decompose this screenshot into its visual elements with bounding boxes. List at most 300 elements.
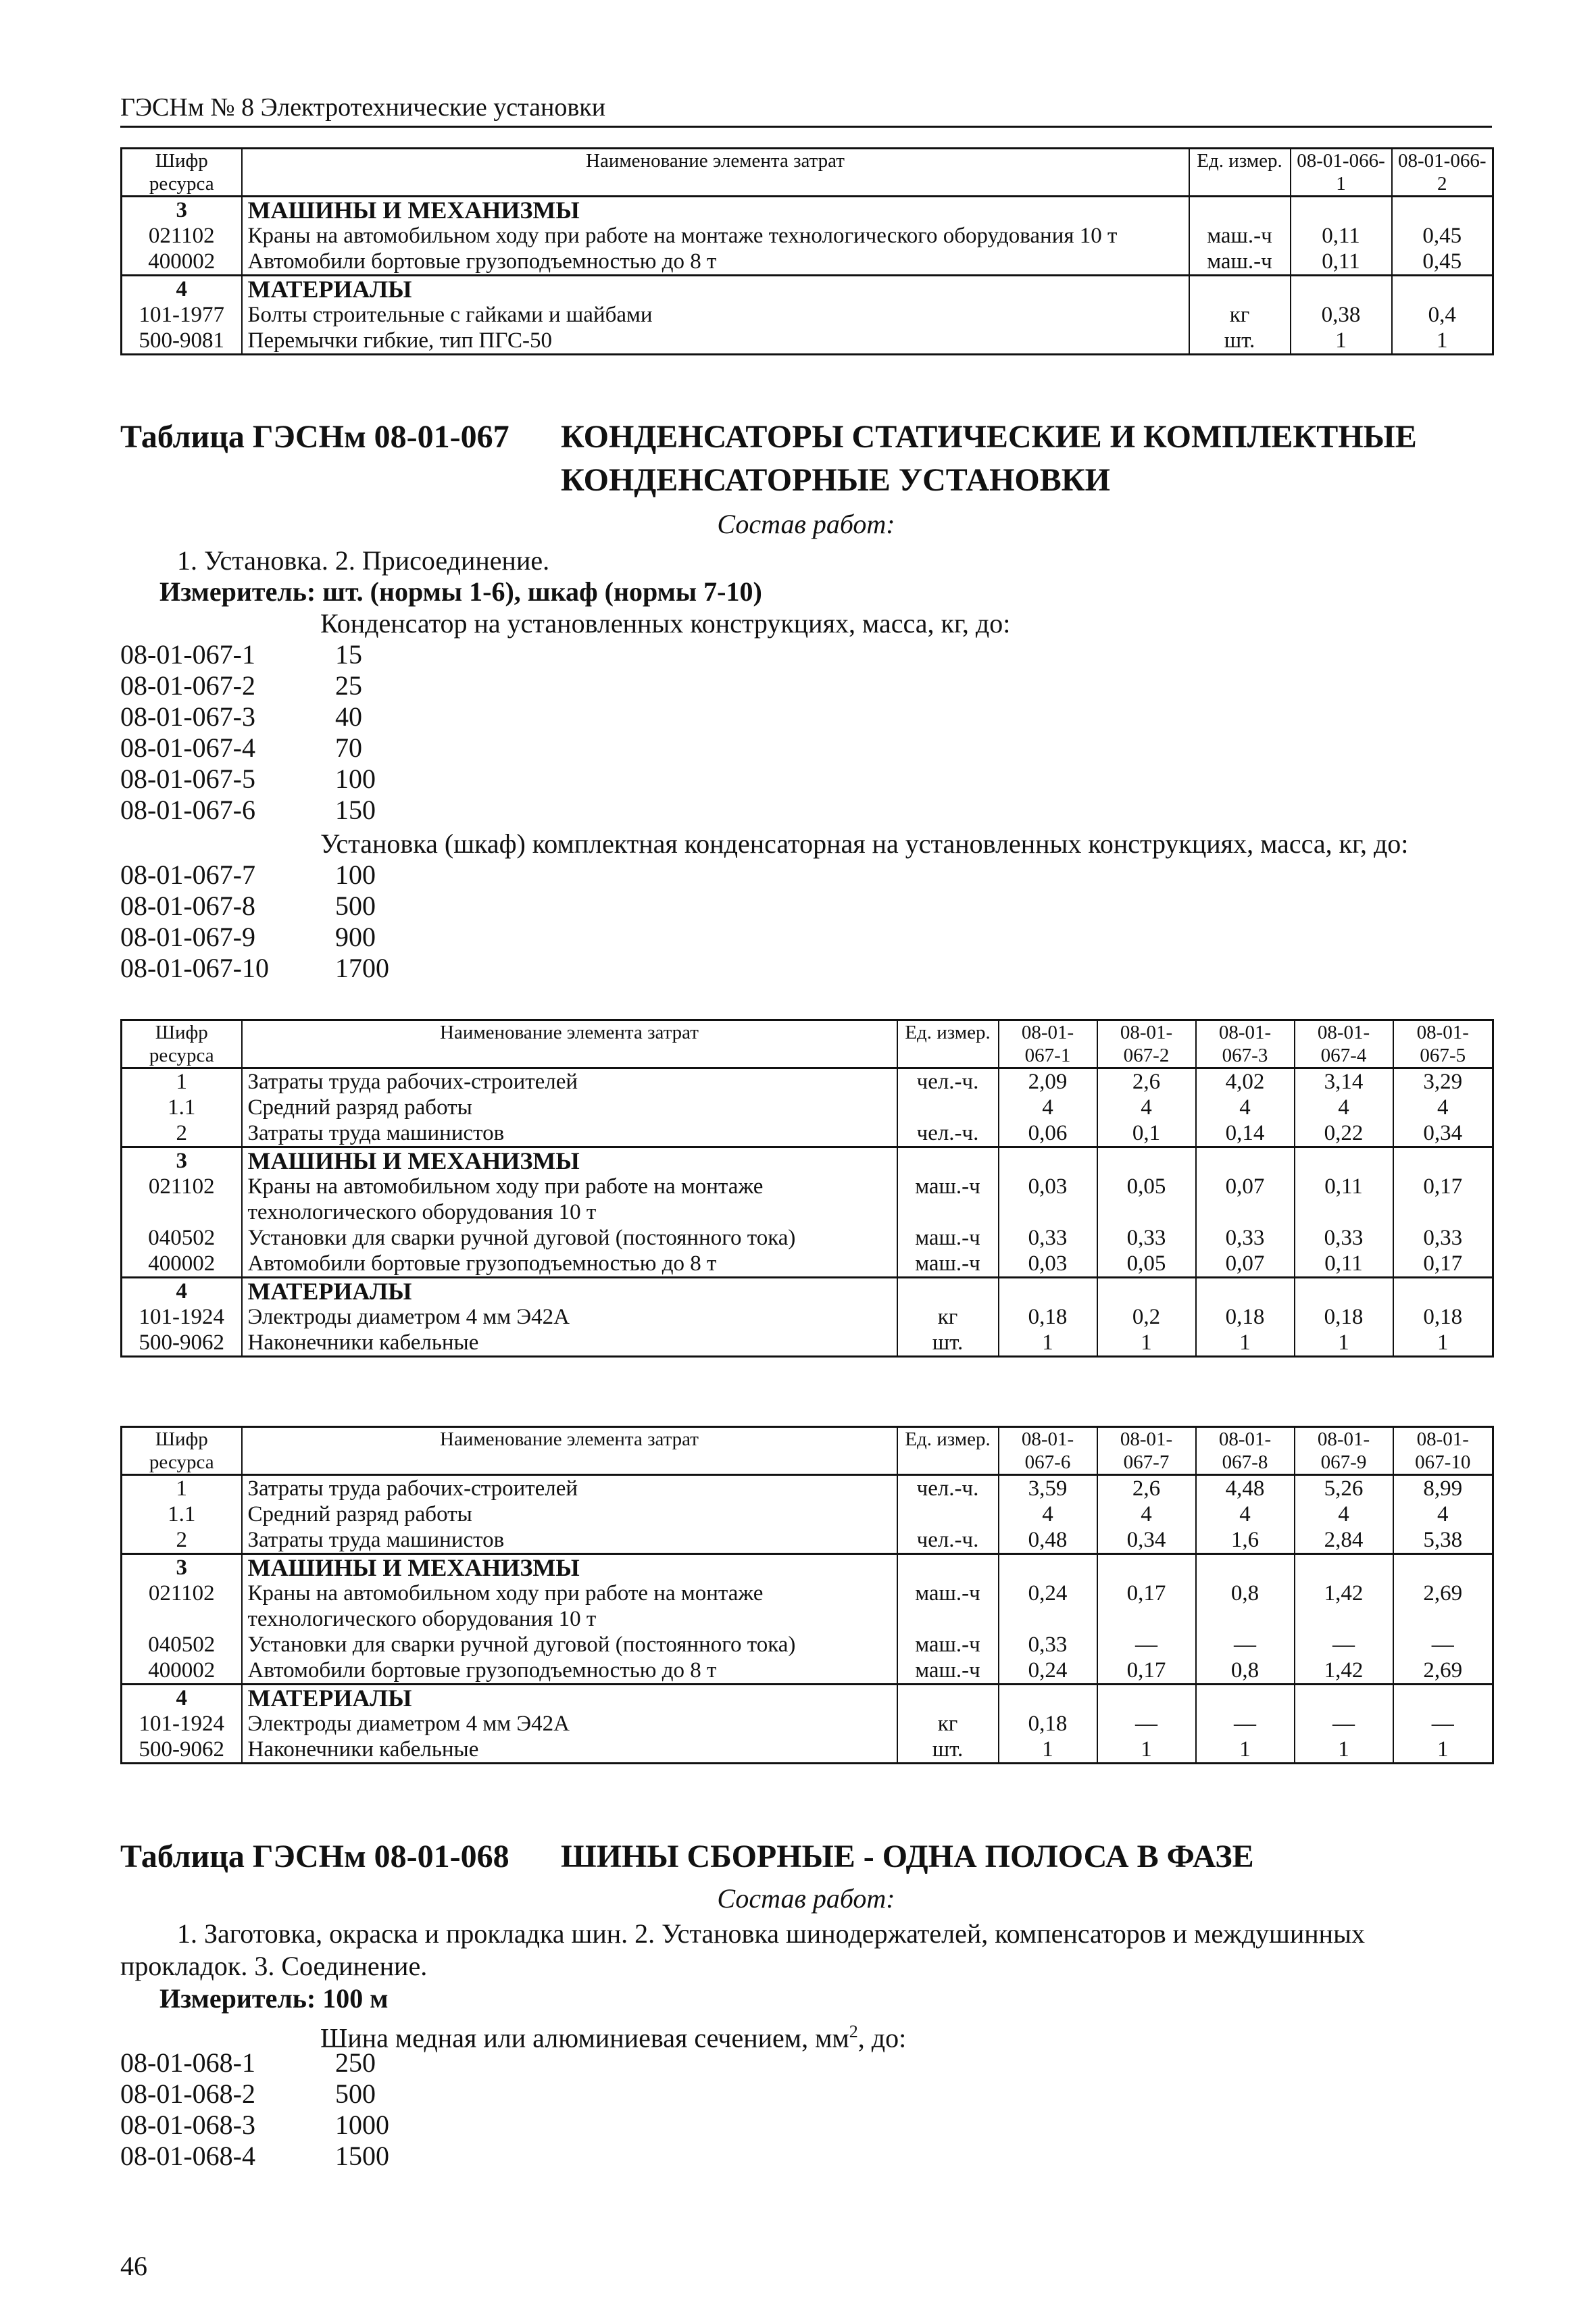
- norm-value: 0,45: [1392, 249, 1493, 276]
- resource-name: Автомобили бортовые грузоподъемностью до 8 т: [242, 249, 1189, 276]
- section-row: [122, 276, 1493, 303]
- norm-value: 0,05: [1097, 1174, 1196, 1225]
- norm-value: 2,69: [1393, 1580, 1493, 1632]
- norm-value: 1: [1295, 1330, 1393, 1357]
- norm-value: [1196, 1278, 1295, 1305]
- norm-code-list: [120, 639, 376, 826]
- resource-code: 3: [122, 197, 242, 224]
- norm-value: 0,24: [999, 1658, 1097, 1685]
- norm-value: 0,14: [1196, 1120, 1295, 1147]
- resource-code: 500-9062: [122, 1737, 242, 1764]
- norm-value: 0,8: [1196, 1658, 1295, 1685]
- norm-code-row: [120, 922, 389, 953]
- resource-code: 500-9081: [122, 328, 242, 355]
- resource-name: МАТЕРИАЛЫ: [242, 1685, 897, 1712]
- table-row: [122, 1120, 1493, 1147]
- resource-code: 101-1924: [122, 1304, 242, 1330]
- norm-value: —: [1097, 1711, 1196, 1737]
- norm-code: 08-01-067-7: [120, 860, 255, 890]
- norm-value: 4: [1295, 1095, 1393, 1120]
- norm-value: [1291, 197, 1392, 224]
- norm-value: 0,18: [1393, 1304, 1493, 1330]
- norm-value: 2,6: [1097, 1475, 1196, 1502]
- norm-value: 0,2: [1097, 1304, 1196, 1330]
- header-norm: 08-01-067-10: [1393, 1427, 1493, 1475]
- norm-value: 0,17: [1097, 1658, 1196, 1685]
- unit-cell: маш.-ч: [897, 1251, 999, 1278]
- running-header: ГЭСНм № 8 Электротехнические установки: [120, 92, 1492, 128]
- table-row: [122, 1501, 1493, 1527]
- norm-value: [1393, 1554, 1493, 1581]
- table-label: Таблица ГЭСНм 08-01-068: [120, 1839, 509, 1874]
- group-label: Установка (шкаф) комплектная конденсаторная на установленных конструкциях, масса, кг, до:: [320, 828, 1409, 859]
- norm-value: [1097, 1685, 1196, 1712]
- works-text: 1. Заготовка, окраска и прокладка шин. 2. Установка шинодержателей, компенсаторов и междушинных прокладок. 3. Соединение.: [120, 1918, 1365, 1981]
- norm-value: [1393, 1685, 1493, 1712]
- table-row: [122, 1304, 1493, 1330]
- norm-value: 0,07: [1196, 1251, 1295, 1278]
- resource-name: МАШИНЫ И МЕХАНИЗМЫ: [242, 1147, 897, 1174]
- norm-parameter: 1700: [335, 953, 389, 983]
- norm-value: 0,18: [999, 1711, 1097, 1737]
- norm-value: —: [1097, 1632, 1196, 1658]
- norm-code-row: [120, 891, 389, 922]
- norm-value: 3,59: [999, 1475, 1097, 1502]
- unit-cell: чел.-ч.: [897, 1527, 999, 1554]
- norm-value: 4: [1196, 1501, 1295, 1527]
- resource-name: МАТЕРИАЛЫ: [242, 276, 1189, 303]
- works-heading: Состав работ:: [717, 1883, 895, 1914]
- unit-cell: чел.-ч.: [897, 1068, 999, 1095]
- header-name: Наименование элемента затрат: [242, 1427, 897, 1475]
- resource-name: Средний разряд работы: [242, 1095, 897, 1120]
- norm-value: 4: [1097, 1095, 1196, 1120]
- table-name: ШИНЫ СБОРНЫЕ - ОДНА ПОЛОСА В ФАЗЕ: [561, 1839, 1254, 1874]
- unit-cell: [897, 1685, 999, 1712]
- norm-value: 1: [999, 1330, 1097, 1357]
- header-unit: Ед. измер.: [1189, 149, 1291, 197]
- header-norm: 08-01-067-5: [1393, 1020, 1493, 1068]
- norm-value: [999, 1278, 1097, 1305]
- norm-parameter: 150: [335, 795, 376, 825]
- resource-code: 021102: [122, 223, 242, 249]
- norm-value: 4: [1295, 1501, 1393, 1527]
- norm-parameter: 250: [335, 2047, 376, 2078]
- group-tail: , до:: [857, 2022, 907, 2053]
- resource-name: Краны на автомобильном ходу при работе на монтаже технологического оборудования 10 т: [242, 223, 1189, 249]
- resource-name: Краны на автомобильном ходу при работе на монтаже технологического оборудования 10 т: [242, 1174, 897, 1225]
- norm-value: 4: [999, 1501, 1097, 1527]
- norm-code: 08-01-067-10: [120, 953, 269, 983]
- norm-value: 5,26: [1295, 1475, 1393, 1502]
- section-row: [122, 1147, 1493, 1174]
- unit-cell: чел.-ч.: [897, 1475, 999, 1502]
- norm-code: 08-01-068-3: [120, 2110, 255, 2140]
- norm-parameter: 100: [335, 764, 376, 794]
- unit-cell: маш.-ч: [1189, 249, 1291, 276]
- norm-code: 08-01-068-2: [120, 2078, 255, 2109]
- resource-code: 400002: [122, 1658, 242, 1685]
- section-row: [122, 1685, 1493, 1712]
- unit-cell: шт.: [897, 1737, 999, 1764]
- unit-cell: маш.-ч: [1189, 223, 1291, 249]
- norm-code-row: [120, 2110, 389, 2141]
- norm-value: —: [1393, 1632, 1493, 1658]
- norm-value: 0,8: [1196, 1580, 1295, 1632]
- table-header-row: [122, 1020, 1493, 1068]
- norm-code-list: [120, 860, 389, 984]
- norm-code: 08-01-068-1: [120, 2047, 255, 2078]
- norm-value: [1196, 1554, 1295, 1581]
- table-row: [122, 249, 1493, 276]
- norm-value: 0,33: [999, 1632, 1097, 1658]
- meter-text: Измеритель: шт. (нормы 1-6), шкаф (нормы 7-10): [159, 576, 762, 607]
- norm-value: [1097, 1278, 1196, 1305]
- table-row: [122, 1632, 1493, 1658]
- norm-value: 2,6: [1097, 1068, 1196, 1095]
- resource-code: 500-9062: [122, 1330, 242, 1357]
- norm-value: 2,84: [1295, 1527, 1393, 1554]
- norm-code-list: [120, 2047, 389, 2172]
- norm-value: 0,34: [1097, 1527, 1196, 1554]
- norm-value: —: [1196, 1632, 1295, 1658]
- norm-value: 1: [1097, 1737, 1196, 1764]
- header-code: Шифр ресурса: [122, 149, 242, 197]
- norm-value: —: [1295, 1711, 1393, 1737]
- section-row: [122, 197, 1493, 224]
- norm-code: 08-01-067-2: [120, 670, 255, 701]
- norm-code: 08-01-068-4: [120, 2141, 255, 2171]
- norm-value: 1: [999, 1737, 1097, 1764]
- unit-cell: чел.-ч.: [897, 1120, 999, 1147]
- norm-value: 0,34: [1393, 1120, 1493, 1147]
- table-row: [122, 1527, 1493, 1554]
- table-label: Таблица ГЭСНм 08-01-067: [120, 419, 509, 455]
- norm-code: 08-01-067-8: [120, 891, 255, 921]
- header-norm: 08-01-067-3: [1196, 1020, 1295, 1068]
- norm-value: [1393, 1147, 1493, 1174]
- unit-cell: [1189, 276, 1291, 303]
- resource-name: Затраты труда машинистов: [242, 1120, 897, 1147]
- table-row: [122, 1330, 1493, 1357]
- header-norm: 08-01-067-6: [999, 1427, 1097, 1475]
- table-row: [122, 1225, 1493, 1251]
- norm-value: [1295, 1554, 1393, 1581]
- resource-code: 4: [122, 1685, 242, 1712]
- norm-value: 0,24: [999, 1580, 1097, 1632]
- norm-value: 4: [1097, 1501, 1196, 1527]
- resource-name: МАШИНЫ И МЕХАНИЗМЫ: [242, 197, 1189, 224]
- resource-name: Наконечники кабельные: [242, 1330, 897, 1357]
- table-row: [122, 1174, 1493, 1225]
- resource-code: 4: [122, 276, 242, 303]
- norm-parameter: 1000: [335, 2110, 389, 2140]
- norm-value: 8,99: [1393, 1475, 1493, 1502]
- norm-code-row: [120, 701, 376, 732]
- norm-code-row: [120, 2047, 389, 2078]
- norm-parameter: 25: [335, 670, 362, 701]
- resource-name: МАШИНЫ И МЕХАНИЗМЫ: [242, 1554, 897, 1581]
- norm-value: 0,45: [1392, 223, 1493, 249]
- norm-value: 0,33: [999, 1225, 1097, 1251]
- norm-parameter: 500: [335, 891, 376, 921]
- norm-parameter: 40: [335, 701, 362, 732]
- norm-code-row: [120, 639, 376, 670]
- norm-value: —: [1196, 1711, 1295, 1737]
- norm-value: 4,02: [1196, 1068, 1295, 1095]
- norm-code-row: [120, 732, 376, 764]
- norm-value: 0,17: [1097, 1580, 1196, 1632]
- resource-code: 2: [122, 1527, 242, 1554]
- resource-name: Краны на автомобильном ходу при работе на монтаже технологического оборудования 10 т: [242, 1580, 897, 1632]
- resource-code: 101-1977: [122, 302, 242, 328]
- norm-parameter: 100: [335, 860, 376, 890]
- norm-code-row: [120, 795, 376, 826]
- resource-code: 3: [122, 1554, 242, 1581]
- norm-code-row: [120, 670, 376, 701]
- norm-code: 08-01-067-3: [120, 701, 255, 732]
- norm-value: 0,4: [1392, 302, 1493, 328]
- unit-cell: [897, 1095, 999, 1120]
- norm-code-row: [120, 2078, 389, 2110]
- header-code: Шифр ресурса: [122, 1020, 242, 1068]
- norm-value: 1: [1097, 1330, 1196, 1357]
- meter-text: Измеритель: 100 м: [159, 1983, 389, 2014]
- table-row: [122, 302, 1493, 328]
- resource-name: Установки для сварки ручной дуговой (постоянного тока): [242, 1225, 897, 1251]
- norm-value: 5,38: [1393, 1527, 1493, 1554]
- norm-value: [1295, 1278, 1393, 1305]
- norm-value: [999, 1147, 1097, 1174]
- table-row: [122, 223, 1493, 249]
- norm-value: 0,48: [999, 1527, 1097, 1554]
- resource-code: 3: [122, 1147, 242, 1174]
- group-text: Шина медная или алюминиевая сечением, мм: [320, 2022, 849, 2053]
- resource-code: 040502: [122, 1225, 242, 1251]
- header-name: Наименование элемента затрат: [242, 1020, 897, 1068]
- norm-value: 2,69: [1393, 1658, 1493, 1685]
- unit-cell: маш.-ч: [897, 1174, 999, 1225]
- resource-code: 1: [122, 1068, 242, 1095]
- resource-code: 400002: [122, 249, 242, 276]
- norm-value: [1392, 276, 1493, 303]
- norm-value: 1: [1393, 1737, 1493, 1764]
- resource-code: 1.1: [122, 1501, 242, 1527]
- works-heading: Состав работ:: [717, 509, 895, 539]
- header-norm: 08-01-067-2: [1097, 1020, 1196, 1068]
- norm-value: 0,11: [1291, 249, 1392, 276]
- unit-cell: [897, 1501, 999, 1527]
- norm-value: [1393, 1278, 1493, 1305]
- unit-cell: [897, 1147, 999, 1174]
- unit-cell: кг: [897, 1304, 999, 1330]
- resource-table-066: [120, 147, 1494, 355]
- norm-value: 4: [1196, 1095, 1295, 1120]
- norm-value: —: [1295, 1632, 1393, 1658]
- norm-value: 1: [1393, 1330, 1493, 1357]
- resource-name: Автомобили бортовые грузоподъемностью до 8 т: [242, 1251, 897, 1278]
- header-norm: 08-01-066-2: [1392, 149, 1493, 197]
- header-norm: 08-01-067-8: [1196, 1427, 1295, 1475]
- norm-value: 1,42: [1295, 1580, 1393, 1632]
- resource-name: МАТЕРИАЛЫ: [242, 1278, 897, 1305]
- norm-value: 0,1: [1097, 1120, 1196, 1147]
- resource-code: 021102: [122, 1174, 242, 1225]
- table-row: [122, 1068, 1493, 1095]
- group-label: [320, 2016, 906, 2053]
- norm-value: 4: [1393, 1095, 1493, 1120]
- resource-name: Наконечники кабельные: [242, 1737, 897, 1764]
- norm-value: 1: [1291, 328, 1392, 355]
- norm-value: 0,05: [1097, 1251, 1196, 1278]
- table-row: [122, 1095, 1493, 1120]
- unit-cell: кг: [1189, 302, 1291, 328]
- group-label: Конденсатор на установленных конструкциях, масса, кг, до:: [320, 608, 1011, 639]
- norm-value: 0,18: [999, 1304, 1097, 1330]
- norm-value: [1392, 197, 1493, 224]
- header-unit: Ед. измер.: [897, 1020, 999, 1068]
- resource-name: Затраты труда машинистов: [242, 1527, 897, 1554]
- unit-cell: кг: [897, 1711, 999, 1737]
- norm-parameter: 15: [335, 639, 362, 670]
- norm-value: 0,22: [1295, 1120, 1393, 1147]
- resource-code: 1.1: [122, 1095, 242, 1120]
- norm-value: 4: [999, 1095, 1097, 1120]
- norm-value: 0,33: [1393, 1225, 1493, 1251]
- norm-value: 1: [1295, 1737, 1393, 1764]
- norm-value: [1196, 1685, 1295, 1712]
- resource-name: Установки для сварки ручной дуговой (постоянного тока): [242, 1632, 897, 1658]
- norm-value: 3,29: [1393, 1068, 1493, 1095]
- table-row: [122, 1737, 1493, 1764]
- resource-code: 4: [122, 1278, 242, 1305]
- norm-value: 0,06: [999, 1120, 1097, 1147]
- norm-parameter: 500: [335, 2078, 376, 2109]
- norm-value: [1097, 1147, 1196, 1174]
- resource-name: Электроды диаметром 4 мм Э42А: [242, 1711, 897, 1737]
- norm-value: 0,33: [1295, 1225, 1393, 1251]
- norm-value: 0,11: [1295, 1174, 1393, 1225]
- header-norm: 08-01-066-1: [1291, 149, 1392, 197]
- norm-value: 4: [1393, 1501, 1493, 1527]
- header-unit: Ед. измер.: [897, 1427, 999, 1475]
- norm-value: [1097, 1554, 1196, 1581]
- table-header-row: [122, 149, 1493, 197]
- table-row: [122, 1251, 1493, 1278]
- norm-value: 0,17: [1393, 1251, 1493, 1278]
- norm-value: 0,18: [1295, 1304, 1393, 1330]
- unit-cell: маш.-ч: [897, 1632, 999, 1658]
- norm-code: 08-01-067-6: [120, 795, 255, 825]
- norm-value: 3,14: [1295, 1068, 1393, 1095]
- norm-value: 0,03: [999, 1251, 1097, 1278]
- table-title-067: [120, 416, 1539, 510]
- norm-value: 0,11: [1295, 1251, 1393, 1278]
- resource-table-067-b: [120, 1426, 1494, 1764]
- header-code: Шифр ресурса: [122, 1427, 242, 1475]
- works-text: 1. Установка. 2. Присоединение.: [177, 545, 550, 576]
- header-norm: 08-01-067-4: [1295, 1020, 1393, 1068]
- unit-cell: [897, 1554, 999, 1581]
- header-norm: 08-01-067-7: [1097, 1427, 1196, 1475]
- table-row: [122, 1711, 1493, 1737]
- resource-name: Автомобили бортовые грузоподъемностью до 8 т: [242, 1658, 897, 1685]
- section-row: [122, 1278, 1493, 1305]
- norm-code: 08-01-067-1: [120, 639, 255, 670]
- norm-parameter: 70: [335, 732, 362, 763]
- norm-code: 08-01-067-4: [120, 732, 255, 763]
- norm-value: 0,18: [1196, 1304, 1295, 1330]
- section-row: [122, 1554, 1493, 1581]
- table-row: [122, 328, 1493, 355]
- norm-value: [1295, 1685, 1393, 1712]
- norm-value: 4,48: [1196, 1475, 1295, 1502]
- resource-table-067-a: [120, 1019, 1494, 1358]
- header-norm: 08-01-067-1: [999, 1020, 1097, 1068]
- norm-value: 0,17: [1393, 1174, 1493, 1225]
- unit-cell: [897, 1278, 999, 1305]
- table-row: [122, 1658, 1493, 1685]
- norm-code-row: [120, 953, 389, 984]
- norm-value: 2,09: [999, 1068, 1097, 1095]
- header-name: Наименование элемента затрат: [242, 149, 1189, 197]
- norm-value: 1: [1196, 1737, 1295, 1764]
- norm-value: 0,07: [1196, 1174, 1295, 1225]
- resource-name: Перемычки гибкие, тип ПГС-50: [242, 328, 1189, 355]
- resource-code: 2: [122, 1120, 242, 1147]
- norm-value: 1: [1196, 1330, 1295, 1357]
- resource-code: 040502: [122, 1632, 242, 1658]
- table-header-row: [122, 1427, 1493, 1475]
- norm-value: 1,6: [1196, 1527, 1295, 1554]
- resource-name: Электроды диаметром 4 мм Э42А: [242, 1304, 897, 1330]
- norm-value: 0,33: [1097, 1225, 1196, 1251]
- norm-value: [999, 1685, 1097, 1712]
- norm-code: 08-01-067-5: [120, 764, 255, 794]
- table-row: [122, 1475, 1493, 1502]
- unit-cell: маш.-ч: [897, 1225, 999, 1251]
- norm-value: 0,11: [1291, 223, 1392, 249]
- resource-name: Затраты труда рабочих-строителей: [242, 1068, 897, 1095]
- resource-name: Затраты труда рабочих-строителей: [242, 1475, 897, 1502]
- unit-cell: шт.: [1189, 328, 1291, 355]
- header-norm: 08-01-067-9: [1295, 1427, 1393, 1475]
- norm-value: —: [1393, 1711, 1493, 1737]
- norm-parameter: 1500: [335, 2141, 389, 2171]
- norm-value: 0,38: [1291, 302, 1392, 328]
- resource-name: Болты строительные с гайками и шайбами: [242, 302, 1189, 328]
- norm-value: [1291, 276, 1392, 303]
- norm-value: 1,42: [1295, 1658, 1393, 1685]
- table-row: [122, 1580, 1493, 1632]
- unit-cell: [1189, 197, 1291, 224]
- norm-value: 1: [1392, 328, 1493, 355]
- norm-value: [1196, 1147, 1295, 1174]
- table-name: КОНДЕНСАТОРЫ СТАТИЧЕСКИЕ И КОМПЛЕКТНЫЕ КОНДЕНСАТОРНЫЕ УСТАНОВКИ: [561, 419, 1417, 498]
- group-sup: 2: [849, 2022, 858, 2041]
- resource-code: 400002: [122, 1251, 242, 1278]
- page-number: 46: [120, 2251, 147, 2281]
- unit-cell: маш.-ч: [897, 1658, 999, 1685]
- resource-code: 1: [122, 1475, 242, 1502]
- resource-code: 021102: [122, 1580, 242, 1632]
- resource-code: 101-1924: [122, 1711, 242, 1737]
- norm-code: 08-01-067-9: [120, 922, 255, 952]
- norm-code-row: [120, 2141, 389, 2172]
- unit-cell: маш.-ч: [897, 1580, 999, 1632]
- norm-value: 0,03: [999, 1174, 1097, 1225]
- norm-code-row: [120, 764, 376, 795]
